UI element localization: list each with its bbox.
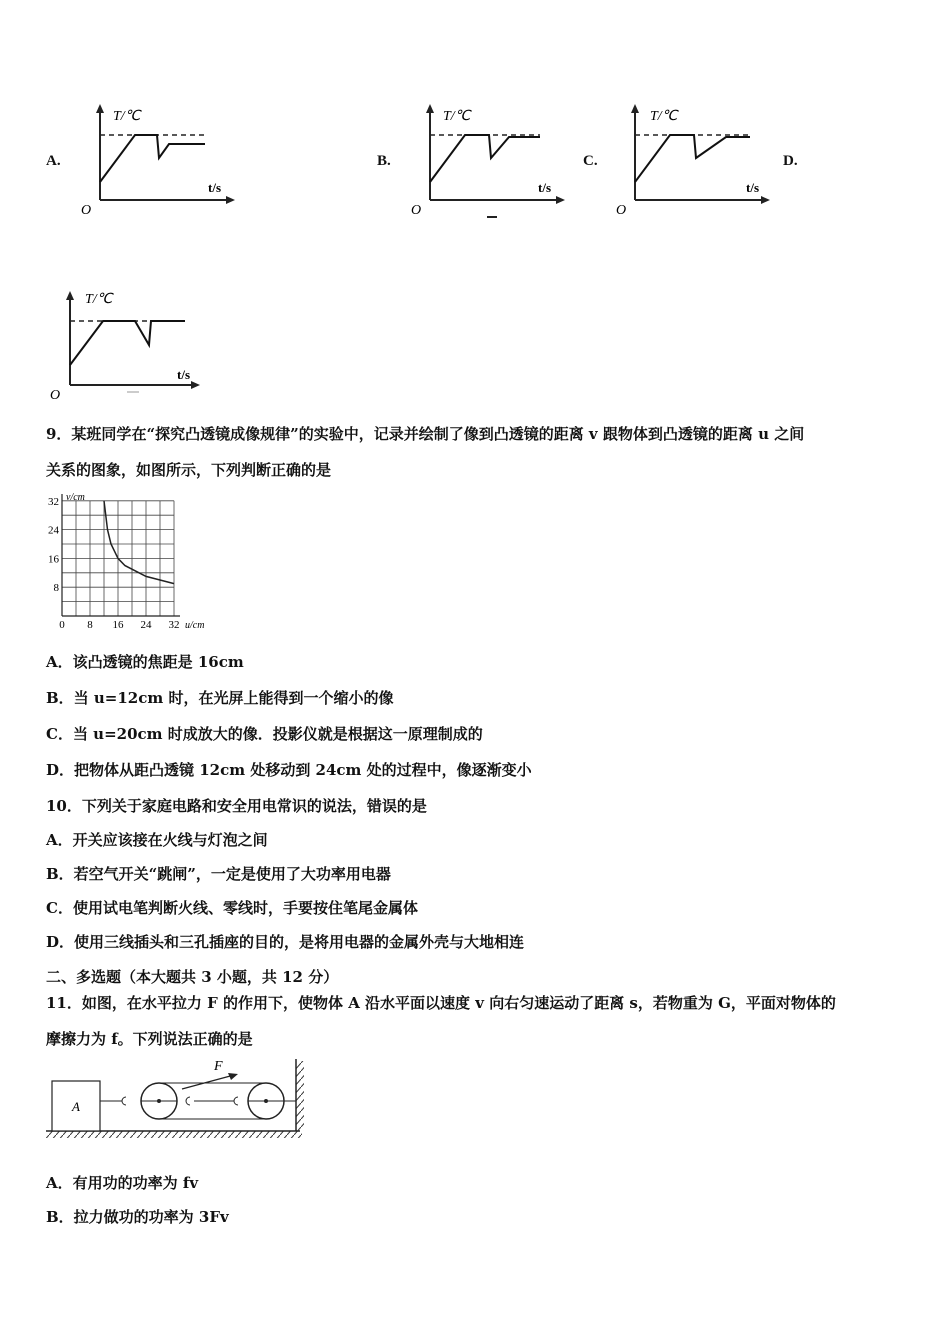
y-axis-arrow	[96, 104, 104, 113]
x-axis-arrow	[191, 381, 200, 389]
y-axis-arrow	[66, 291, 74, 300]
x-axis-arrow	[556, 196, 565, 204]
temperature-curve	[430, 135, 540, 182]
q9-option-d: D．把物体从距凸透镜 12cm 处移动到 24cm 处的过程中，像逐渐变小	[46, 761, 532, 779]
wall-hatch	[296, 1061, 304, 1131]
x-tick-0: 0	[59, 619, 65, 631]
x-tick-8: 8	[87, 619, 93, 631]
temperature-curve	[635, 135, 750, 182]
q9-option-c: C．当 u=20cm 时成放大的像．投影仪就是根据这一原理制成的	[46, 725, 483, 743]
temperature-curve	[70, 321, 185, 365]
y-tick-8: 8	[53, 582, 59, 595]
origin-label: O	[411, 203, 422, 218]
y-axis-label: T/℃	[113, 109, 141, 124]
q10-option-b: B．若空气开关“跳闸”，一定是使用了大功率用电器	[46, 865, 391, 883]
q9-option-a: A．该凸透镜的焦距是 16cm	[46, 653, 244, 671]
q9-stem-line1: 9．某班同学在“探究凸透镜成像规律”的实验中，记录并绘制了像到凸透镜的距离 v 跟物体到凸透镜的距离 u 之间	[46, 425, 805, 443]
q11-option-a: A．有用功的功率为 fv	[46, 1174, 199, 1192]
q9-stem-line2: 关系的图象，如图所示，下列判断正确的是	[46, 461, 332, 479]
q8-option-b-label: B.	[377, 153, 391, 169]
force-arrow	[182, 1075, 234, 1089]
x-axis-arrow	[761, 196, 770, 204]
q8-option-d-label: D.	[783, 153, 798, 169]
x-tick-16: 16	[112, 619, 124, 631]
origin-label: O	[616, 203, 627, 218]
q11-stem-line2: 摩擦力为 f。下列说法正确的是	[46, 1030, 253, 1048]
y-axis-label: T/℃	[85, 292, 113, 307]
q8-graph-d	[45, 285, 215, 410]
v-u-curve	[104, 501, 174, 584]
ground-hatch	[46, 1131, 302, 1138]
y-tick-24: 24	[48, 524, 59, 537]
q8-option-c-label: C.	[583, 153, 598, 169]
hook-2	[186, 1097, 190, 1105]
q11-pulley-figure	[42, 1055, 312, 1145]
force-arrow-head	[228, 1073, 238, 1080]
y-axis-arrow	[631, 104, 639, 113]
section-2-heading: 二、多选题（本大题共 3 小题，共 12 分）	[46, 968, 339, 986]
y-tick-16: 16	[48, 553, 59, 566]
q8-option-a-label: A.	[46, 153, 61, 169]
q10-option-a: A．开关应该接在火线与灯泡之间	[46, 831, 268, 849]
x-axis-label: t/s	[746, 180, 759, 195]
q10-option-d: D．使用三线插头和三孔插座的目的，是将用电器的金属外壳与大地相连	[46, 933, 525, 951]
x-tick-24: 24	[140, 619, 152, 631]
y-tick-32: 32	[48, 495, 59, 508]
q8-graph-a	[75, 100, 245, 225]
force-label: F	[214, 1059, 223, 1074]
x-tick-32: 32	[168, 619, 180, 631]
origin-label: O	[81, 203, 92, 218]
chart-y-label: v/cm	[66, 492, 85, 503]
q11-stem-line1: 11．如图，在水平拉力 F 的作用下，使物体 A 沿水平面以速度 v 向右匀速运动了距离 s，若物重为 G，平面对物体的	[46, 994, 836, 1012]
x-axis-label: t/s	[177, 367, 190, 382]
q10-stem: 10．下列关于家庭电路和安全用电常识的说法，错误的是	[46, 797, 427, 815]
block-a-label: A	[72, 1099, 80, 1114]
y-axis-label: T/℃	[650, 109, 678, 124]
x-axis-label: t/s	[208, 180, 221, 195]
q9-option-b: B．当 u=12cm 时，在光屏上能得到一个缩小的像	[46, 689, 394, 707]
hook-3	[234, 1097, 238, 1105]
x-axis-label: t/s	[538, 180, 551, 195]
x-axis-arrow	[226, 196, 235, 204]
q9-chart	[40, 488, 230, 633]
q8-graph-b	[405, 100, 575, 225]
temperature-curve	[100, 135, 205, 182]
q8-graph-c	[610, 100, 780, 225]
hook-1	[122, 1097, 126, 1105]
q10-option-c: C．使用试电笔判断火线、零线时，手要按住笔尾金属体	[46, 899, 418, 917]
y-axis-label: T/℃	[443, 109, 471, 124]
chart-x-label: u/cm	[185, 620, 205, 631]
y-axis-arrow	[426, 104, 434, 113]
q11-option-b: B．拉力做功的功率为 3Fv	[46, 1208, 229, 1226]
origin-label: O	[50, 388, 61, 403]
